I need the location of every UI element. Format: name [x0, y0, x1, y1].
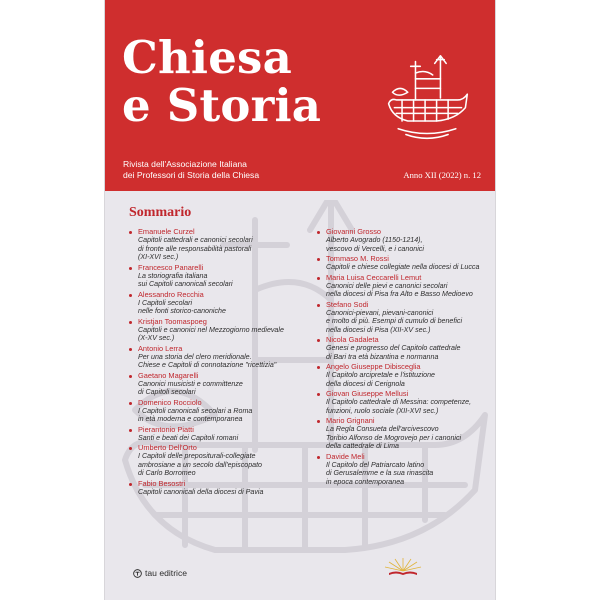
contents-entry [315, 362, 493, 388]
entry-title-line: Toribio Alfonso de Mogrovejo per i canonici [326, 433, 462, 442]
entry-title-line: Canonici delle pievi e canonici secolari [326, 281, 448, 290]
entry-title [138, 434, 307, 443]
journal-title-line1: Chiesa [122, 31, 292, 84]
entry-title [138, 452, 307, 478]
entry-title-line: Chiese e Capitoli di connotazione "ricettizia" [138, 361, 277, 369]
contents-entry [127, 344, 307, 370]
subtitle-line2: dei Professori di Storia della Chiesa [123, 170, 260, 180]
contents-entry [315, 273, 493, 299]
contents-entry [127, 371, 307, 397]
entry-title [138, 236, 307, 262]
open-book-rays-icon [383, 555, 423, 577]
entry-title-line: Il Capitolo del Patriarcato latino [326, 460, 425, 469]
entry-title [138, 380, 307, 397]
tau-logo-icon [133, 569, 142, 578]
entry-title-line: nelle fonti storico-canoniche [138, 307, 226, 315]
entry-title-line: (X-XV sec.) [138, 334, 175, 342]
ship-logo-icon [379, 50, 475, 146]
entry-title-line: di Bari tra età bizantina e normanna [326, 352, 439, 361]
entry-title [138, 488, 307, 497]
entry-title-line: nella diocesi di Pisa (XII-XV sec.) [326, 325, 431, 334]
contents-entry [127, 263, 307, 289]
entry-title-line: sui Capitoli canonicali secolari [138, 280, 233, 288]
contents-heading: Sommario [129, 205, 192, 220]
entry-author: Tommaso M. Rossi [326, 254, 389, 263]
contents-entry [315, 389, 493, 415]
entry-title-line: I Capitoli secolari [138, 298, 193, 307]
entry-title-line: Il Capitolo arcipretale e l'istituzione [326, 371, 435, 379]
entry-title-line: Genesi e progresso del Capitolo cattedrale [326, 344, 461, 352]
issue-number: Anno XII (2022) n. 12 [403, 170, 481, 180]
entry-title-line: Santi e beati dei Capitoli romani [138, 433, 239, 442]
entry-author: Stefano Sodi [326, 299, 369, 309]
entry-title-line: della diocesi di Cerignola [326, 379, 405, 388]
entry-title-line: La Regla Consueta dell'arcivescovo [326, 425, 439, 433]
cover-header-band [105, 0, 495, 191]
entry-title-line: Capitoli e chiese collegiate nella diocesi di Lucca [326, 263, 480, 271]
publisher-name: tau editrice [145, 568, 188, 578]
entry-title-line: Capitoli cattedrali e canonici secolari [138, 236, 253, 244]
entry-title-line: Alberto Avogrado (1150-1214), [326, 236, 423, 244]
entry-author: Fabio Besostri [138, 478, 186, 488]
journal-subtitle [123, 159, 259, 181]
entry-title-line: ambrosiane a un secolo dall'episcopato [138, 460, 262, 469]
entry-title [138, 272, 307, 289]
entry-title-line: nella diocesi di Pisa fra Alto e Basso Medioevo [326, 290, 473, 298]
entry-title-line: in epoca contemporanea [326, 477, 405, 486]
entry-title-line: La storiografia italiana [138, 271, 208, 280]
entry-title-line: vescovo di Vercelli, e i canonici [326, 244, 424, 253]
journal-title [122, 31, 322, 132]
entry-title-line: Il Capitolo cattedrale di Messina: competenze, [326, 398, 472, 406]
entry-author: Giovanni Grosso [326, 227, 382, 236]
entry-author: Umberto Dell'Orto [138, 443, 197, 452]
entry-author: Emanuele Curzel [138, 227, 195, 236]
entry-author: Domenico Rocciolo [138, 397, 202, 407]
entry-title-line: di Gerusalemme e la sua rinascita [326, 469, 434, 477]
contents-entry [315, 335, 493, 361]
entry-author: Francesco Panarelli [138, 262, 204, 272]
entry-title-line: della cattedrale di Lima [326, 442, 399, 450]
entry-title-line: e molto di più. Esempi di cumulo di benefici [326, 317, 463, 325]
entry-title-line: Capitoli e canonici nel Mezzogiorno medievale [138, 325, 284, 334]
entry-author: Pierantonio Piatti [138, 424, 194, 434]
entry-title-line: Canonici musicisti e committenze [138, 379, 243, 388]
entry-author: Gaetano Magarelli [138, 370, 199, 380]
contents-entry [127, 290, 307, 316]
entry-title-line: funzioni, ruolo sociale (XII-XVI sec.) [326, 406, 439, 415]
entry-author: Antonio Lerra [138, 343, 183, 353]
entry-author: Giovan Giuseppe Mellusi [326, 389, 409, 398]
entry-title [326, 461, 493, 487]
contents-entry [315, 452, 493, 487]
subtitle-line1: Rivista dell'Associazione Italiana [123, 159, 247, 169]
contents-entry [127, 227, 307, 262]
entry-title [326, 282, 493, 299]
entry-title [326, 263, 493, 272]
contents-entry [315, 227, 493, 253]
contents-entry [127, 479, 307, 497]
entry-title-line: I Capitoli canonicali secolari a Roma [138, 406, 253, 415]
entry-title [326, 236, 493, 253]
entry-title [138, 326, 307, 343]
entry-author: Kristjan Toomaspoeg [138, 316, 207, 326]
entry-author: Angelo Giuseppe Dibisceglia [326, 362, 421, 371]
journal-cover [105, 0, 495, 600]
entry-author: Maria Luisa Ceccarelli Lemut [326, 272, 422, 282]
contents-entry [127, 398, 307, 424]
entry-title-line: (XI-XVI sec.) [138, 253, 179, 261]
contents-column-left [127, 227, 307, 497]
entry-title [326, 371, 493, 388]
entry-title [326, 344, 493, 361]
entry-title [138, 407, 307, 424]
entry-title-line: I Capitoli delle prepositurali-collegiate [138, 452, 256, 460]
entry-author: Mario Grignani [326, 416, 375, 425]
entry-author: Nicola Gadaleta [326, 335, 379, 344]
entry-title [138, 299, 307, 316]
journal-title-line2: e Storia [122, 79, 322, 132]
contents-column-right [315, 227, 493, 487]
entry-title-line: Capitoli canonicali della diocesi di Pavia [138, 487, 264, 496]
entry-title-line: di fronte alle responsabilità pastorali [138, 244, 252, 253]
entry-title [326, 309, 493, 335]
entry-title-line: Canonici-pievani, pievani-canonici [326, 308, 434, 317]
entry-title [138, 353, 307, 370]
contents-entry [315, 416, 493, 451]
contents-entry [315, 300, 493, 335]
entry-title-line: di Carlo Borromeo [138, 469, 196, 477]
entry-title [326, 398, 493, 415]
entry-title-line: Per una storia del clero meridionale. [138, 352, 252, 361]
contents-entry [127, 425, 307, 443]
entry-title [326, 425, 493, 451]
entry-title-line: in età moderna e contemporanea [138, 415, 243, 423]
entry-title-line: di Capitoli secolari [138, 388, 196, 396]
entry-author: Alessandro Recchia [138, 289, 204, 299]
contents-entry [127, 317, 307, 343]
contents-entry [127, 443, 307, 478]
entry-author: Davide Meli [326, 451, 365, 461]
publisher-mark [133, 568, 187, 578]
contents-entry [315, 254, 493, 272]
